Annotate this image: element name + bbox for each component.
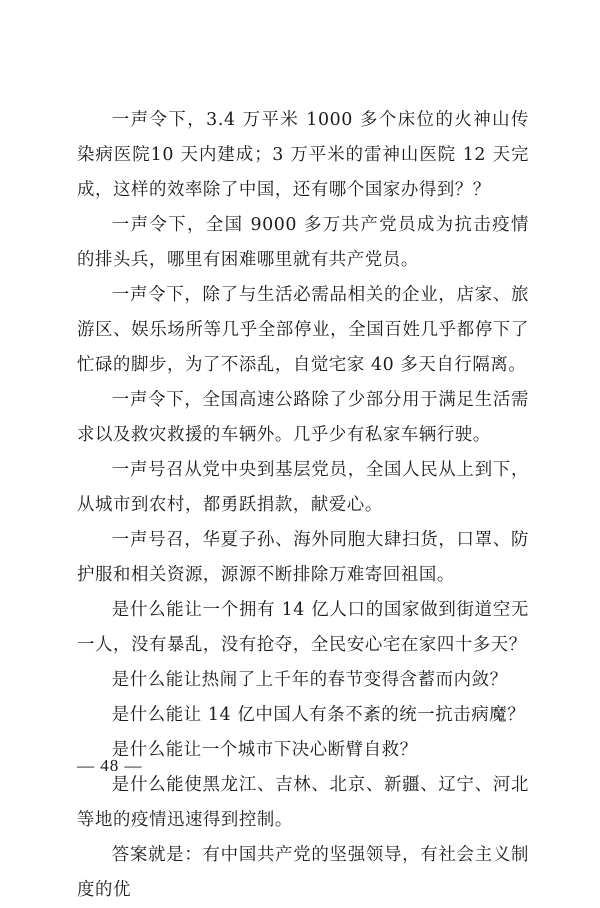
paragraph-8: 是什么能让热闹了上千年的春节变得含蓄而内敛？ bbox=[111, 670, 508, 690]
paragraph-7: 是什么能让一个拥有 14 亿人口的国家做到街道空无一人，没有暴乱，没有抢夺，全民安心宅在家四十多天？ bbox=[77, 600, 529, 655]
body-text bbox=[77, 103, 529, 908]
paragraph-1: 一声令下，3.4 万平米 1000 多个床位的火神山传染病医院10 天内建成；3 万平米的雷神山医院 12 天完成，这样的效率除了中国，还有哪个国家办得到？？ bbox=[77, 110, 529, 200]
paragraph-2: 一声令下，全国 9000 多万共产党员成为抗击疫情的排头兵，哪里有困难哪里就有共产党员。 bbox=[77, 215, 529, 270]
paragraph-6: 一声号召，华夏子孙、海外同胞大肆扫货，口罩、防护服和相关资源，源源不断排除万难寄回祖国。 bbox=[77, 530, 529, 585]
page-number: — 48 — bbox=[77, 756, 143, 775]
paragraph-12: 答案就是：有中国共产党的坚强领导，有社会主义制度的优 bbox=[77, 845, 529, 900]
paragraph-9: 是什么能让 14 亿中国人有条不紊的统一抗击病魔？ bbox=[111, 705, 526, 725]
paragraph-5: 一声号召从党中央到基层党员，全国人民从上到下，从城市到农村，都勇跃捐款，献爱心。 bbox=[77, 460, 529, 515]
paragraph-4: 一声令下，全国高速公路除了少部分用于满足生活需求以及救灾救援的车辆外。几乎少有私家车辆行驶。 bbox=[77, 390, 529, 445]
paragraph-3: 一声令下，除了与生活必需品相关的企业，店家、旅游区、娱乐场所等几乎全部停业，全国百姓几乎都停下了忙碌的脚步，为了不添乱，自觉宅家 40 多天自行隔离。 bbox=[77, 285, 529, 375]
paragraph-11: 是什么能使黑龙江、吉林、北京、新疆、辽宁、河北等地的疫情迅速得到控制。 bbox=[77, 775, 529, 830]
paragraph-10: 是什么能让一个城市下决心断臂自救？ bbox=[111, 740, 418, 760]
